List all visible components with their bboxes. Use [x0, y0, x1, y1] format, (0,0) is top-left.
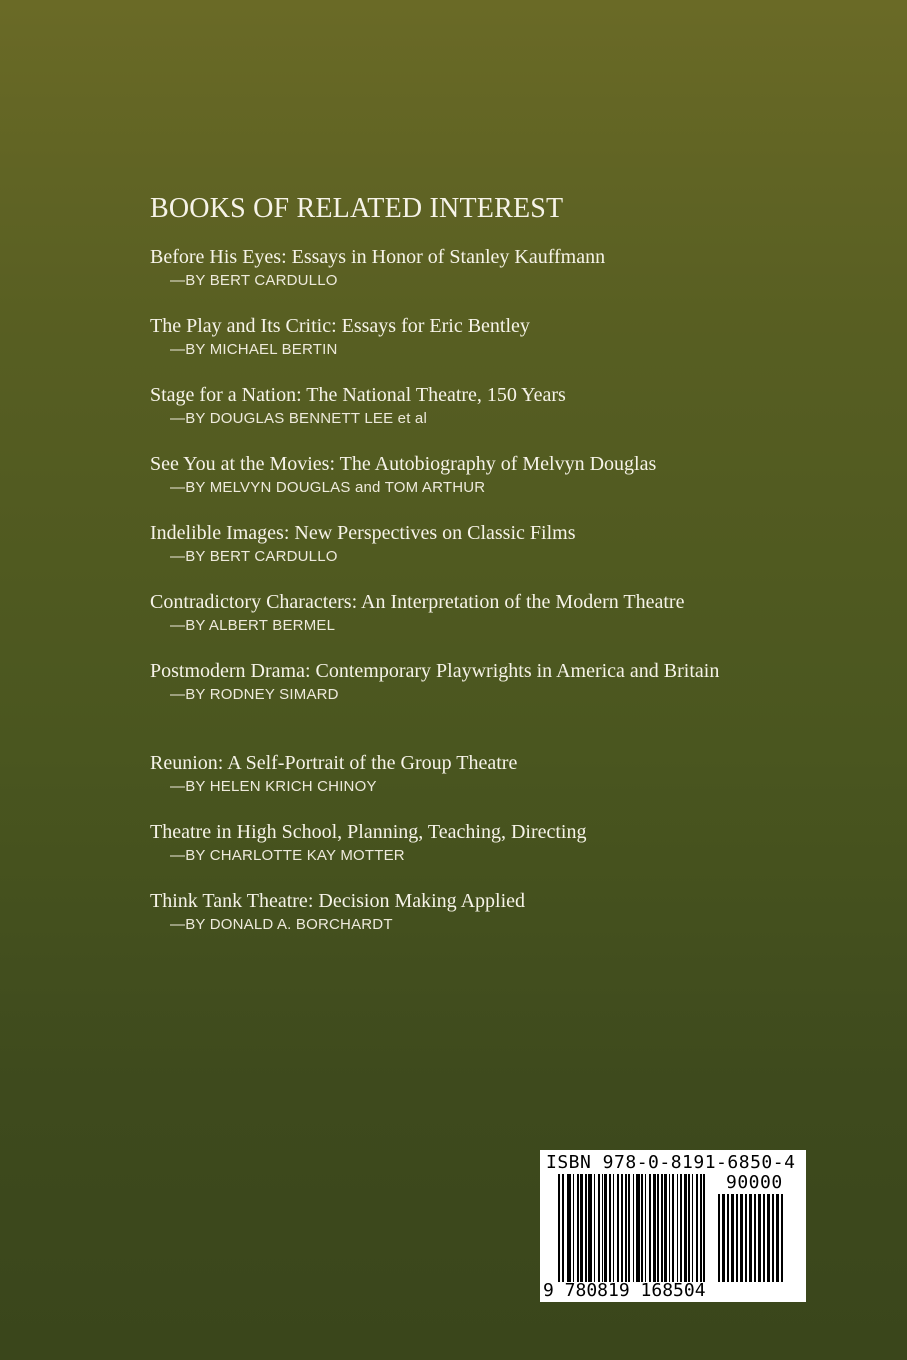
list-item — [150, 453, 656, 497]
list-item — [150, 315, 530, 359]
book-author: —BY MICHAEL BERTIN — [170, 341, 338, 358]
book-author: —BY HELEN KRICH CHINOY — [170, 778, 377, 795]
book-title: Stage for a Nation: The National Theatre, 150 Years — [150, 384, 566, 406]
ean-digits: 9 780819 168504 — [543, 1280, 706, 1301]
price-code: 90000 — [726, 1172, 783, 1193]
list-item — [150, 384, 566, 428]
book-title: Theatre in High School, Planning, Teaching, Directing — [150, 821, 587, 843]
book-title: See You at the Movies: The Autobiography of Melvyn Douglas — [150, 453, 657, 475]
isbn-barcode — [540, 1150, 806, 1302]
list-item — [150, 821, 586, 865]
book-author: —BY DONALD A. BORCHARDT — [170, 916, 393, 933]
list-item — [150, 890, 525, 934]
list-item — [150, 660, 750, 704]
book-author: —BY CHARLOTTE KAY MOTTER — [170, 847, 405, 864]
list-item — [150, 591, 684, 635]
book-title: Indelible Images: New Perspectives on Classic Films — [150, 522, 576, 544]
book-author: —BY RODNEY SIMARD — [170, 686, 339, 703]
price-barcode-bars — [718, 1194, 802, 1282]
ean-barcode-bars — [558, 1174, 712, 1282]
book-title: Contradictory Characters: An Interpretation of the Modern Theatre — [150, 591, 685, 613]
list-item — [150, 522, 575, 566]
book-title: The Play and Its Critic: Essays for Eric Bentley — [150, 315, 530, 337]
book-author: —BY MELVYN DOUGLAS and TOM ARTHUR — [170, 479, 486, 496]
book-author: —BY DOUGLAS BENNETT LEE et al — [170, 410, 427, 427]
book-title: Postmodern Drama: Contemporary Playwrights in America and Britain — [150, 660, 720, 682]
book-author: —BY BERT CARDULLO — [170, 272, 338, 289]
book-author: —BY ALBERT BERMEL — [170, 617, 336, 634]
section-heading: BOOKS OF RELATED INTEREST — [150, 193, 564, 224]
book-title: Reunion: A Self-Portrait of the Group Theatre — [150, 752, 518, 774]
book-title: Think Tank Theatre: Decision Making Applied — [150, 890, 526, 912]
list-item — [150, 246, 605, 290]
list-item — [150, 752, 517, 796]
book-title: Before His Eyes: Essays in Honor of Stanley Kauffmann — [150, 246, 606, 268]
book-author: —BY BERT CARDULLO — [170, 548, 338, 565]
isbn-label: ISBN 978-0-8191-6850-4 — [546, 1152, 796, 1173]
